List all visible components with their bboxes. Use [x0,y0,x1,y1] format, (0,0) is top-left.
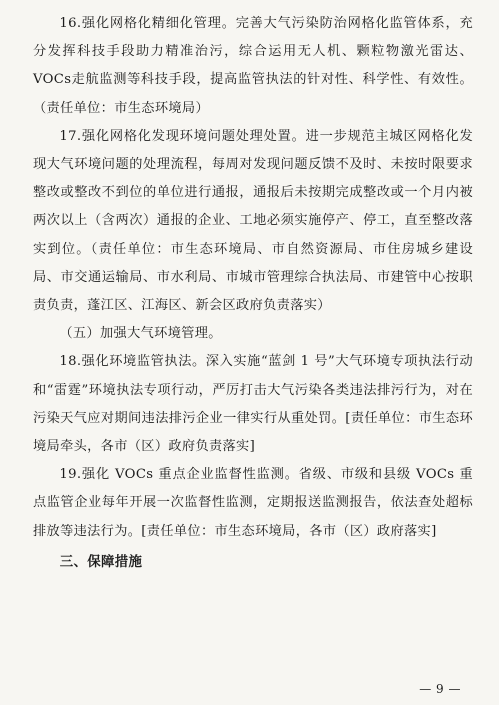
paragraph-item-16: 16.强化网格化精细化管理。完善大气污染防治网格化监管体系，充分发挥科技手段助力精准治污，综合运用无人机、颗粒物激光雷达、VOCs走航监测等科技手段，提高监管执法的针对性、科学性、有效性。（责任单位：市生态环境局） [33,16,473,116]
section-heading: 三、保障措施 [59,554,143,570]
paragraph-item-17: 17.强化网格化发现环境问题处理处置。进一步规范主城区网格化发现大气环境问题的处理流程，每周对发现问题反馈不及时、未按时限要求整改或整改不到位的单位进行通报，通报后未按期完成整改或一个月内被两次以上（含两次）通报的企业、工地必须实施停产、停工，直至整改落实到位。（责任单位：市生态环境局、市自然资源局、市住房城乡建设局、市交通运输局、市水利局、市城市管理综合执法局、市建管中心按职责负责，蓬江区、江海区、新会区政府负责落实） [33,128,473,314]
paragraph-item-18: 18.强化环境监管执法。深入实施“蓝剑 1 号”大气环境专项执法行动和“雷霆”环境执法专项行动，严厉打击大气污染各类违法排污行为，对在污染天气应对期间违法排污企业一律实行从重处罚。[责任单位：市生态环境局牵头，各市（区）政府负责落实] [33,354,473,455]
document-body [33,10,473,577]
paragraph-item-19: 19.强化 VOCs 重点企业监督性监测。省级、市级和县级 VOCs 重点监管企业每年开展一次监督性监测，定期报送监测报告，依法查处超标排放等违法行为。[责任单位：市生态环境局，各市（区）政府落实] [33,467,473,539]
page-number: — 9 — [419,682,461,696]
subsection-heading: （五）加强大气环境管理。 [59,326,222,342]
